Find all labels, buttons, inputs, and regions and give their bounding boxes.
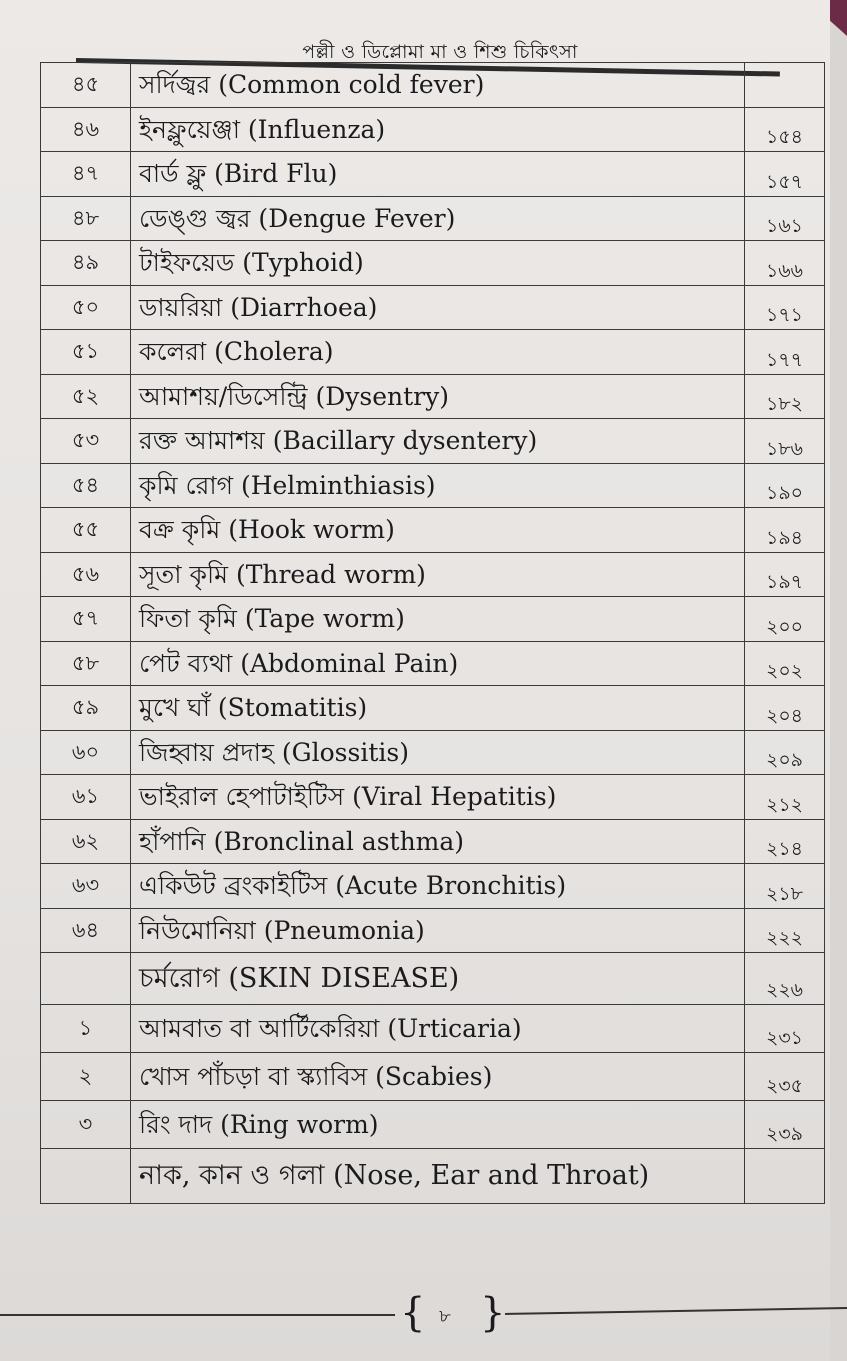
row-number bbox=[41, 1149, 131, 1204]
table-row bbox=[41, 597, 825, 642]
page-number: ৮ bbox=[439, 1306, 451, 1327]
row-title: বার্ড ফ্লু (Bird Flu) bbox=[131, 152, 745, 197]
table-row bbox=[41, 1149, 825, 1204]
table-row bbox=[41, 1005, 825, 1053]
row-title: পেট ব্যথা (Abdominal Pain) bbox=[131, 641, 745, 686]
row-title: ডেঙ্গু জ্বর (Dengue Fever) bbox=[131, 196, 745, 241]
row-title: খোস পাঁচড়া বা স্ক্যাবিস (Scabies) bbox=[131, 1053, 745, 1101]
row-number: ১ bbox=[41, 1005, 131, 1053]
row-page: ১৬৬ bbox=[745, 241, 825, 286]
row-number: ৫৮ bbox=[41, 641, 131, 686]
row-page: ২০২ bbox=[745, 641, 825, 686]
table-row bbox=[41, 241, 825, 286]
row-title: জিহ্বায় প্রদাহ (Glossitis) bbox=[131, 730, 745, 775]
row-number: ৬২ bbox=[41, 819, 131, 864]
table-row bbox=[41, 374, 825, 419]
table-row bbox=[41, 1053, 825, 1101]
row-number: ৫৫ bbox=[41, 508, 131, 553]
row-page: ২০৯ bbox=[745, 730, 825, 775]
row-number: ৩ bbox=[41, 1101, 131, 1149]
row-page: ১৮২ bbox=[745, 374, 825, 419]
row-page: ২৩৯ bbox=[745, 1101, 825, 1149]
table-row bbox=[41, 775, 825, 820]
table-row bbox=[41, 819, 825, 864]
row-number: ৬৩ bbox=[41, 864, 131, 909]
table-row bbox=[41, 730, 825, 775]
row-number bbox=[41, 953, 131, 1005]
row-title: নিউমোনিয়া (Pneumonia) bbox=[131, 908, 745, 953]
row-page: ১৯০ bbox=[745, 463, 825, 508]
row-title: সূতা কৃমি (Thread worm) bbox=[131, 552, 745, 597]
footer-line-right bbox=[505, 1307, 847, 1315]
row-title: হাঁপানি (Bronclinal asthma) bbox=[131, 819, 745, 864]
row-title: একিউট ব্রংকাইটিস (Acute Bronchitis) bbox=[131, 864, 745, 909]
row-title: নাক, কান ও গলা (Nose, Ear and Throat) bbox=[131, 1149, 745, 1204]
row-title: কৃমি রোগ (Helminthiasis) bbox=[131, 463, 745, 508]
row-title: বক্র কৃমি (Hook worm) bbox=[131, 508, 745, 553]
row-title: ডায়রিয়া (Diarrhoea) bbox=[131, 285, 745, 330]
table-row bbox=[41, 641, 825, 686]
table-row bbox=[41, 107, 825, 152]
row-page: ২১৪ bbox=[745, 819, 825, 864]
row-number: ২ bbox=[41, 1053, 131, 1101]
table-row bbox=[41, 908, 825, 953]
row-page: ২২২ bbox=[745, 908, 825, 953]
row-number: ৪৫ bbox=[41, 63, 131, 108]
row-page: ১৬১ bbox=[745, 196, 825, 241]
row-page: ১৭১ bbox=[745, 285, 825, 330]
row-page: ২২৬ bbox=[745, 953, 825, 1005]
footer-line-left bbox=[0, 1314, 395, 1316]
row-page bbox=[745, 63, 825, 108]
row-number: ৬৪ bbox=[41, 908, 131, 953]
table-row bbox=[41, 552, 825, 597]
row-page: ১৮৬ bbox=[745, 419, 825, 464]
row-number: ৪৮ bbox=[41, 196, 131, 241]
row-page: ২৩১ bbox=[745, 1005, 825, 1053]
table-row bbox=[41, 285, 825, 330]
row-page: ১৫৪ bbox=[745, 107, 825, 152]
table-row bbox=[41, 196, 825, 241]
row-number: ৫৪ bbox=[41, 463, 131, 508]
table-row bbox=[41, 686, 825, 731]
table-row bbox=[41, 508, 825, 553]
row-page: ১৭৭ bbox=[745, 330, 825, 375]
row-number: ৪৯ bbox=[41, 241, 131, 286]
table-row bbox=[41, 953, 825, 1005]
table-row bbox=[41, 463, 825, 508]
row-number: ৪৭ bbox=[41, 152, 131, 197]
row-title: চর্মরোগ (SKIN DISEASE) bbox=[131, 953, 745, 1005]
row-title: ফিতা কৃমি (Tape worm) bbox=[131, 597, 745, 642]
table-row bbox=[41, 330, 825, 375]
row-number: ৫৩ bbox=[41, 419, 131, 464]
row-page: ১৫৭ bbox=[745, 152, 825, 197]
page-footer bbox=[0, 1290, 847, 1340]
row-title: টাইফয়েড (Typhoid) bbox=[131, 241, 745, 286]
contents-table bbox=[40, 62, 825, 1204]
row-page: ২৩৫ bbox=[745, 1053, 825, 1101]
row-page: ২১২ bbox=[745, 775, 825, 820]
brace-left: { bbox=[400, 1290, 426, 1336]
row-page: ২০০ bbox=[745, 597, 825, 642]
row-number: ৬০ bbox=[41, 730, 131, 775]
table-row bbox=[41, 63, 825, 108]
row-page: ২০৪ bbox=[745, 686, 825, 731]
table-row bbox=[41, 1101, 825, 1149]
table-row bbox=[41, 419, 825, 464]
row-page: ১৯৪ bbox=[745, 508, 825, 553]
row-title: কলেরা (Cholera) bbox=[131, 330, 745, 375]
table-row bbox=[41, 152, 825, 197]
row-page: ১৯৭ bbox=[745, 552, 825, 597]
row-title: সর্দিজ্বর (Common cold fever) bbox=[131, 63, 745, 108]
row-title: আমবাত বা আর্টিকেরিয়া (Urticaria) bbox=[131, 1005, 745, 1053]
page-header: পল্লী ও ডিপ্লোমা মা ও শিশু চিকিৎসা bbox=[302, 41, 578, 63]
row-title: ভাইরাল হেপাটাইটিস (Viral Hepatitis) bbox=[131, 775, 745, 820]
row-number: ৫১ bbox=[41, 330, 131, 375]
brace-right: } bbox=[480, 1290, 506, 1336]
row-number: ৫২ bbox=[41, 374, 131, 419]
row-page: ২১৮ bbox=[745, 864, 825, 909]
row-number: ৫৬ bbox=[41, 552, 131, 597]
row-page bbox=[745, 1149, 825, 1204]
row-title: রক্ত আমাশয় (Bacillary dysentery) bbox=[131, 419, 745, 464]
row-title: ইনফ্লুয়েঞ্জা (Influenza) bbox=[131, 107, 745, 152]
row-title: মুখে ঘাঁ (Stomatitis) bbox=[131, 686, 745, 731]
row-title: আমাশয়/ডিসেন্ট্রি (Dysentry) bbox=[131, 374, 745, 419]
row-number: ৪৬ bbox=[41, 107, 131, 152]
row-title: রিং দাদ (Ring worm) bbox=[131, 1101, 745, 1149]
row-number: ৬১ bbox=[41, 775, 131, 820]
row-number: ৫০ bbox=[41, 285, 131, 330]
row-number: ৫৯ bbox=[41, 686, 131, 731]
row-number: ৫৭ bbox=[41, 597, 131, 642]
table-row bbox=[41, 864, 825, 909]
